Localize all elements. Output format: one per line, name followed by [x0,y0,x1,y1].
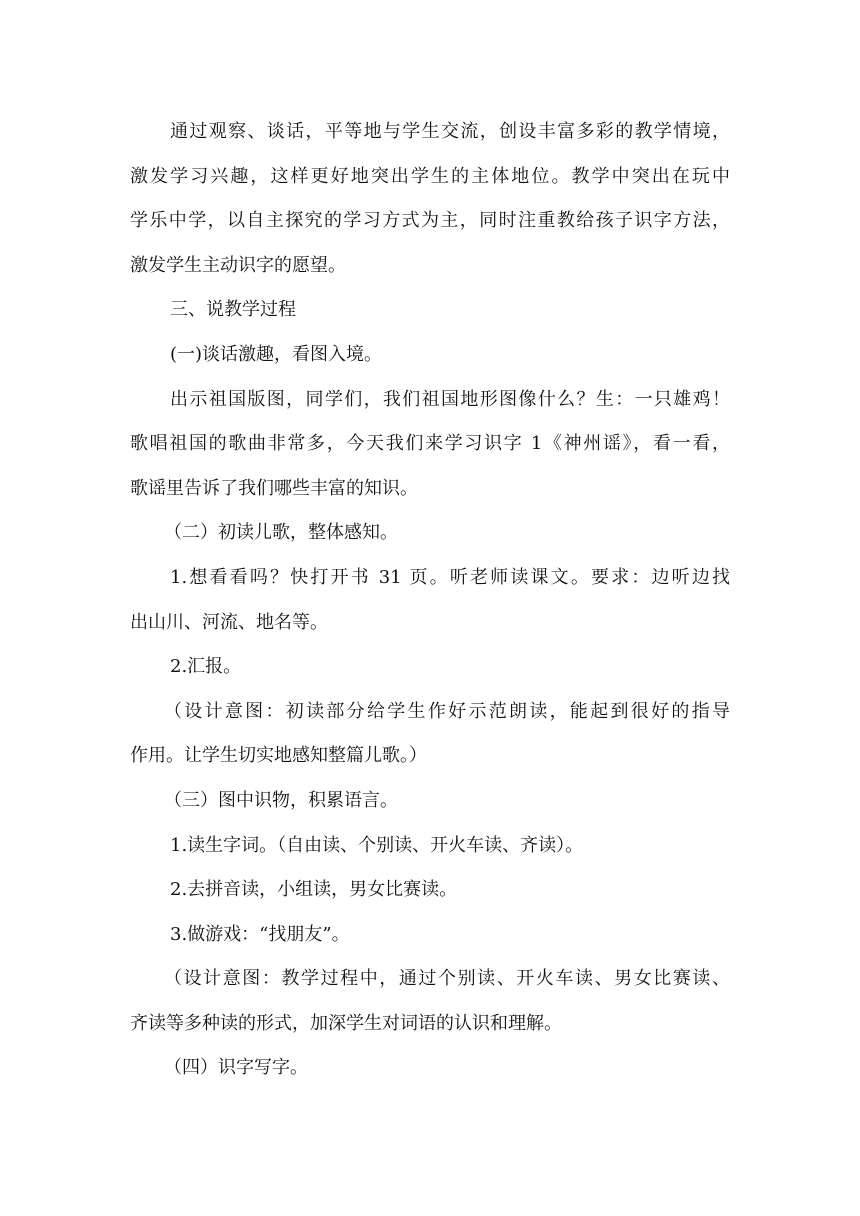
subsection-heading: （二）初读儿歌，整体感知。 [164,522,398,544]
paragraph-line: 激发学习兴趣，这样更好地突出学生的主体地位。教学中突出在玩中 [130,165,730,187]
design-note-line: 齐读等多种读的形式，加深学生对词语的认识和理解。 [130,1012,562,1034]
paragraph-line: 出示祖国版图，同学们，我们祖国地形图像什么？生：一只雄鸡！ [170,388,730,410]
document-body [130,110,730,1091]
paragraph-line: 歌唱祖国的歌曲非常多，今天我们来学习识字 1《神州谣》，看一看， [130,433,730,455]
list-item-line: 出山川、河流、地名等。 [130,611,328,633]
list-item-line: 1.想看看吗？快打开书 31 页。听老师读课文。要求：边听边找 [170,566,730,588]
paragraph-line: 激发学生主动识字的愿望。 [130,254,346,276]
subsection-heading: （三）图中识物，积累语言。 [164,789,398,811]
paragraph-line: 学乐中学，以自主探究的学习方式为主，同时注重教给孩子识字方法， [130,210,730,232]
list-item-line: 3.做游戏：“找朋友”。 [170,923,350,945]
paragraph-line: 通过观察、谈话，平等地与学生交流，创设丰富多彩的教学情境， [170,121,730,142]
design-note-line: 作用。让学生切实地感知整篇儿歌。） [130,745,427,767]
design-note-line: （设计意图：初读部分给学生作好示范朗读，能起到很好的指导 [164,700,730,722]
list-item-line: 2.汇报。 [170,656,242,678]
list-item-line: 2.去拼音读，小组读，男女比赛读。 [170,879,458,901]
section-heading: 三、说教学过程 [170,299,296,321]
subsection-heading: (一)谈话激趣，看图入境。 [170,343,383,365]
subsection-heading: （四）识字写字。 [164,1057,308,1079]
paragraph-line: 歌谣里告诉了我们哪些丰富的知识。 [130,477,418,499]
design-note-line: （设计意图：教学过程中，通过个别读、开火车读、男女比赛读、 [164,968,730,990]
list-item-line: 1.读生字词。（自由读、个别读、开火车读、齐读）。 [170,834,584,856]
